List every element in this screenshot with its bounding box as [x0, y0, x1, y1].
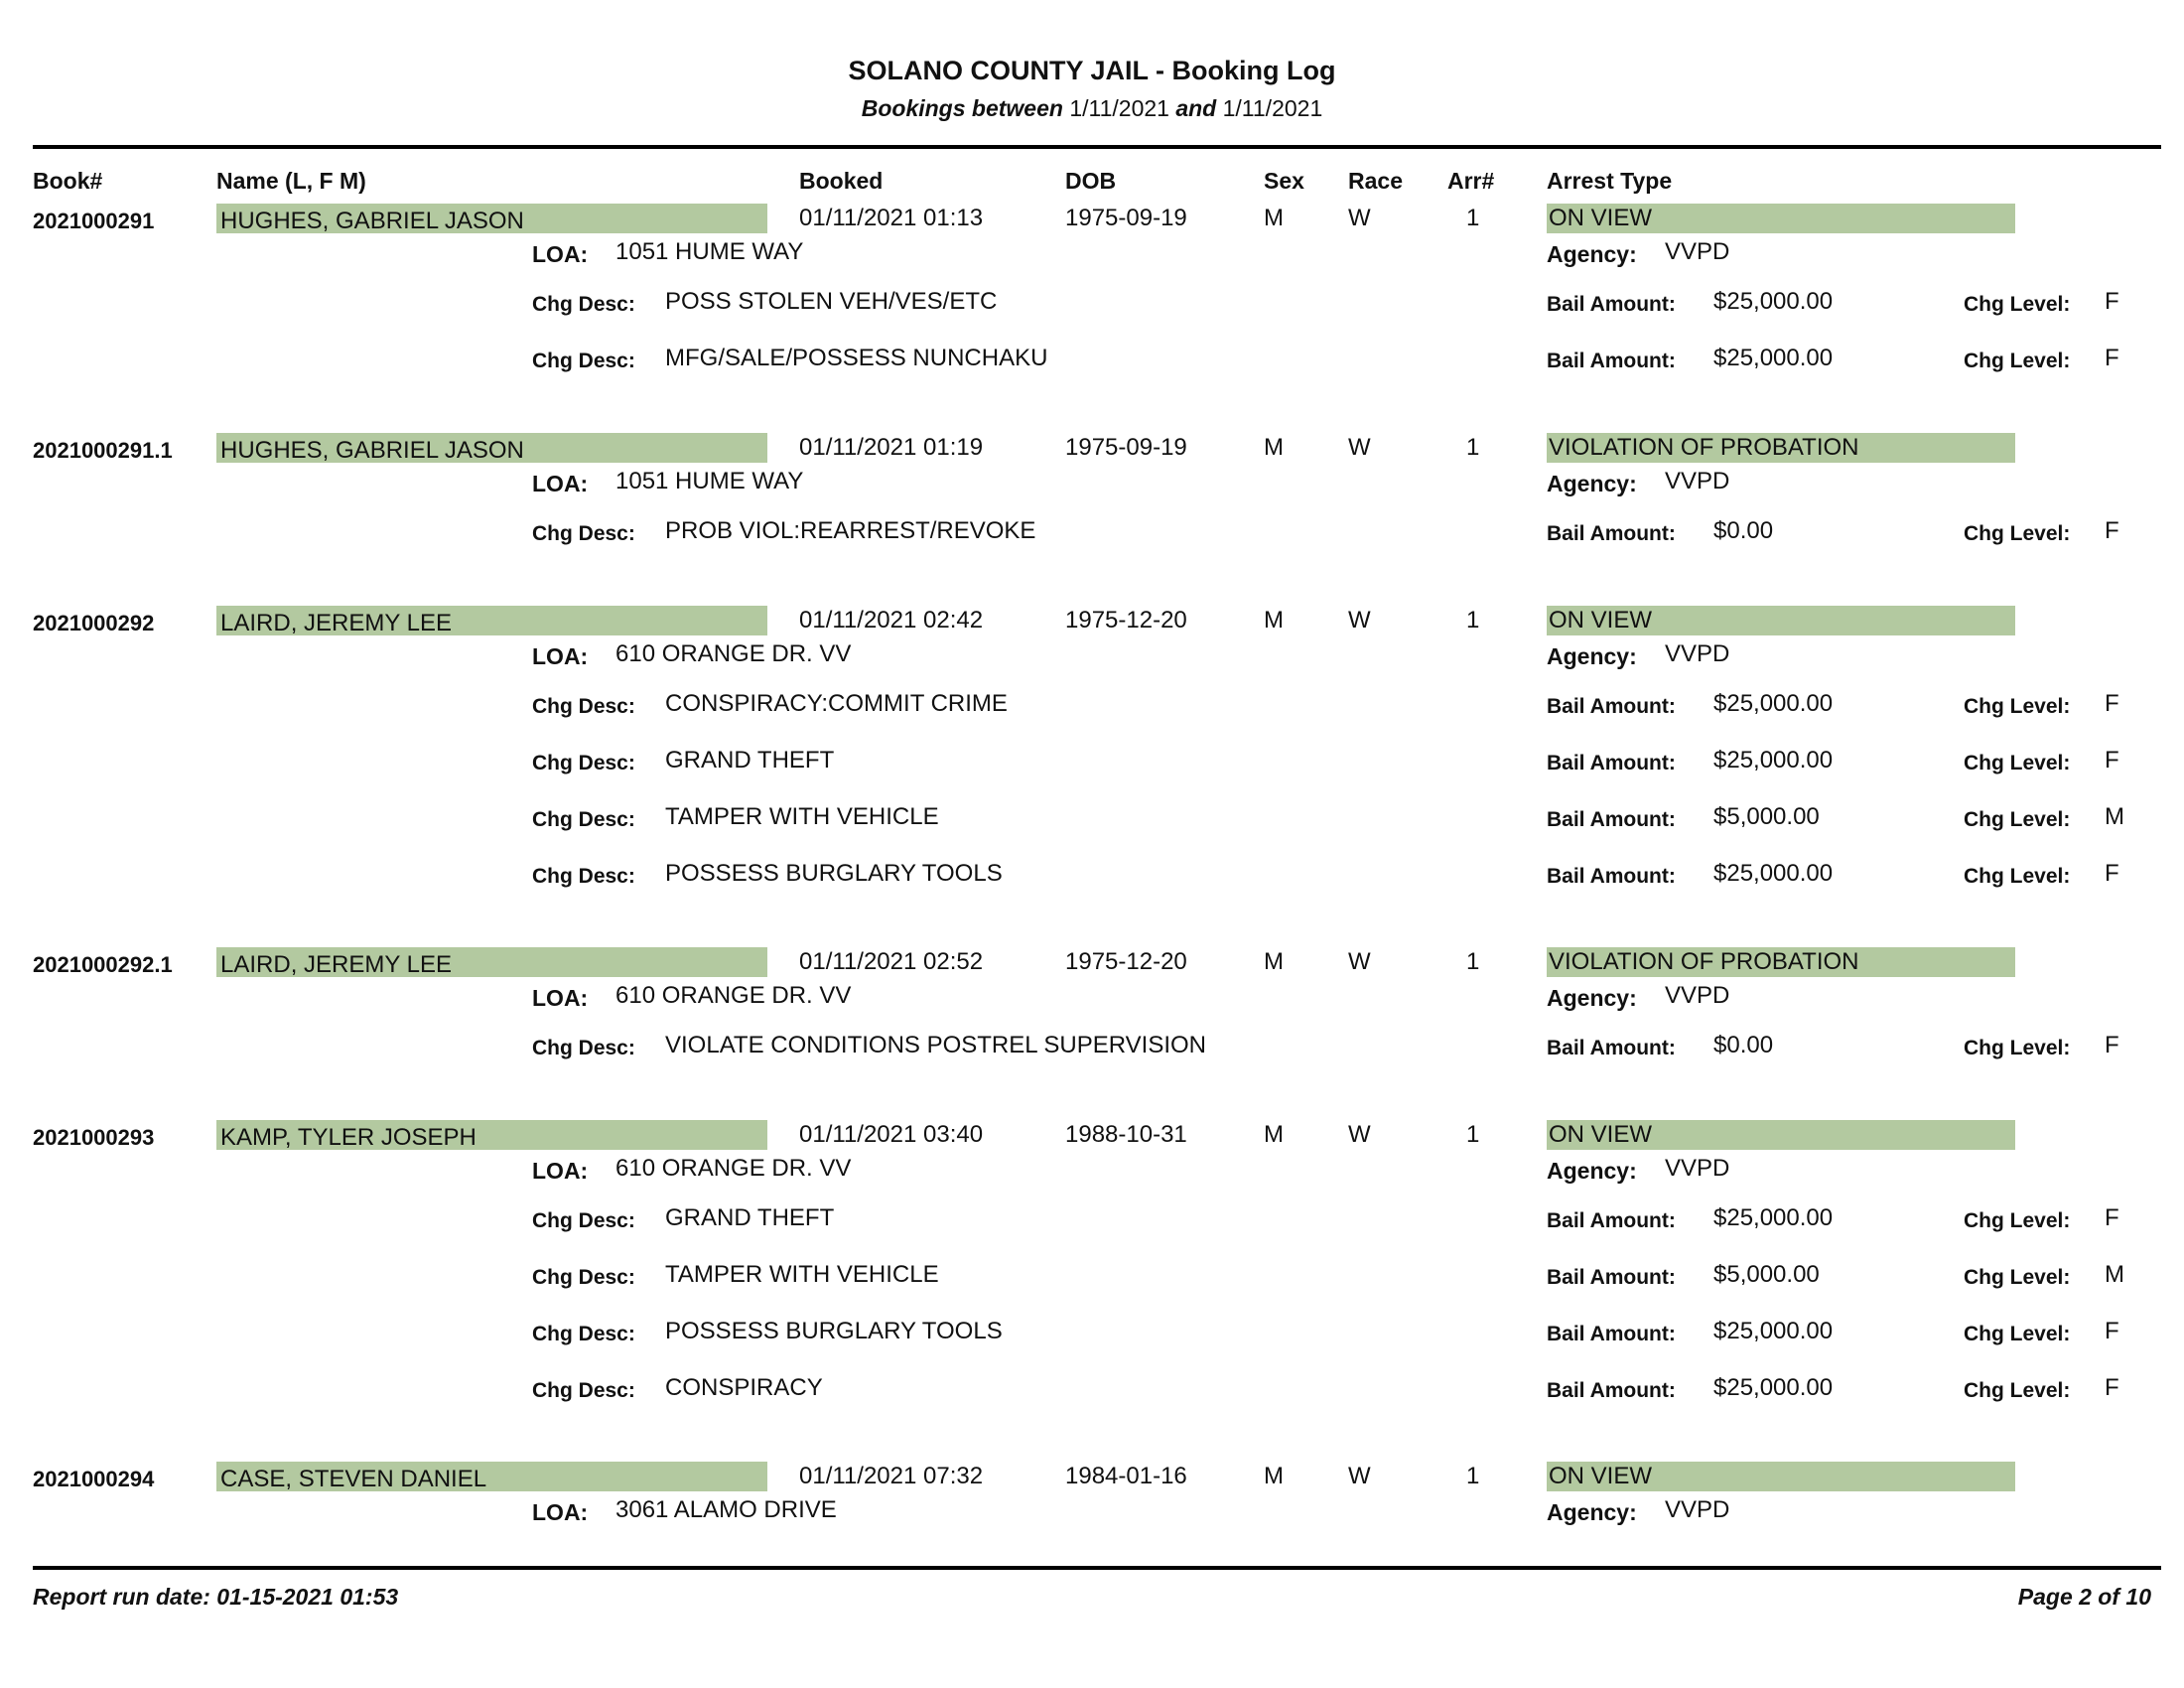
- loa-label: LOA:: [532, 643, 589, 669]
- loa-label: LOA:: [532, 1499, 589, 1525]
- charge-description: GRAND THEFT: [665, 1204, 835, 1231]
- col-arr: Arr#: [1447, 168, 1495, 194]
- chg-level-label: Chg Level:: [1964, 522, 2071, 545]
- charge-level: M: [2105, 1261, 2124, 1288]
- subtitle-and: and: [1175, 95, 1217, 121]
- agency-label: Agency:: [1547, 241, 1637, 267]
- bail-amount-label: Bail Amount:: [1547, 293, 1676, 316]
- chg-desc-label: Chg Desc:: [532, 1266, 635, 1289]
- inmate-name: LAIRD, JEREMY LEE: [216, 606, 767, 635]
- booked-datetime: 01/11/2021 07:32: [799, 1463, 984, 1489]
- chg-desc-label: Chg Desc:: [532, 293, 635, 316]
- charge-description: TAMPER WITH VEHICLE: [665, 803, 939, 830]
- loa-address: 610 ORANGE DR. VV: [615, 640, 852, 667]
- book-number: 2021000292.1: [33, 952, 173, 977]
- chg-level-label: Chg Level:: [1964, 293, 2071, 316]
- chg-desc-label: Chg Desc:: [532, 522, 635, 545]
- agency-label: Agency:: [1547, 1158, 1637, 1184]
- bail-amount-label: Bail Amount:: [1547, 1037, 1676, 1059]
- bail-amount: $25,000.00: [1713, 690, 1834, 717]
- bail-amount: $25,000.00: [1713, 860, 1834, 887]
- chg-desc-label: Chg Desc:: [532, 808, 635, 831]
- bail-amount-label: Bail Amount:: [1547, 808, 1676, 831]
- chg-level-label: Chg Level:: [1964, 350, 2071, 372]
- loa-label: LOA:: [532, 471, 589, 496]
- race: W: [1348, 607, 1371, 633]
- col-booked: Booked: [799, 168, 884, 194]
- bail-amount: $25,000.00: [1713, 288, 1834, 315]
- bail-amount-label: Bail Amount:: [1547, 752, 1676, 774]
- arrest-type: ON VIEW: [1547, 204, 2015, 233]
- charge-level: F: [2105, 690, 2119, 717]
- report-subtitle: [0, 95, 2184, 122]
- inmate-name: LAIRD, JEREMY LEE: [216, 947, 767, 977]
- agency-label: Agency:: [1547, 1499, 1637, 1525]
- charge-level: F: [2105, 860, 2119, 887]
- agency: VVPD: [1665, 1155, 1730, 1182]
- sex: M: [1264, 434, 1284, 461]
- charge-description: PROB VIOL:REARREST/REVOKE: [665, 517, 1036, 544]
- chg-desc-label: Chg Desc:: [532, 1379, 635, 1402]
- booked-datetime: 01/11/2021 02:42: [799, 607, 984, 633]
- bail-amount: $25,000.00: [1713, 1318, 1834, 1344]
- bail-amount-label: Bail Amount:: [1547, 865, 1676, 888]
- agency: VVPD: [1665, 640, 1730, 667]
- charge-level: F: [2105, 288, 2119, 315]
- charge-description: GRAND THEFT: [665, 747, 835, 774]
- sex: M: [1264, 948, 1284, 975]
- arrest-type: ON VIEW: [1547, 1120, 2015, 1150]
- agency-label: Agency:: [1547, 643, 1637, 669]
- page-number: Page 2 of 10: [2017, 1584, 2151, 1610]
- col-arrest-type: Arrest Type: [1547, 168, 1673, 194]
- charge-description: POSS STOLEN VEH/VES/ETC: [665, 288, 998, 315]
- chg-desc-label: Chg Desc:: [532, 695, 635, 718]
- bail-amount-label: Bail Amount:: [1547, 1266, 1676, 1289]
- charge-level: M: [2105, 803, 2124, 830]
- loa-label: LOA:: [532, 985, 589, 1011]
- dob: 1988-10-31: [1065, 1121, 1187, 1148]
- bail-amount: $25,000.00: [1713, 747, 1834, 774]
- loa-address: 1051 HUME WAY: [615, 238, 804, 265]
- charge-level: F: [2105, 1318, 2119, 1344]
- col-book: Book#: [33, 168, 103, 194]
- dob: 1975-12-20: [1065, 607, 1187, 633]
- arrest-type: VIOLATION OF PROBATION: [1547, 947, 2015, 977]
- book-number: 2021000291.1: [33, 438, 173, 463]
- loa-label: LOA:: [532, 1158, 589, 1184]
- chg-level-label: Chg Level:: [1964, 865, 2071, 888]
- chg-level-label: Chg Level:: [1964, 695, 2071, 718]
- header-rule: [33, 145, 2161, 149]
- sex: M: [1264, 1463, 1284, 1489]
- col-dob: DOB: [1065, 168, 1117, 194]
- agency: VVPD: [1665, 1496, 1730, 1523]
- col-name: Name (L, F M): [216, 168, 366, 194]
- agency-label: Agency:: [1547, 471, 1637, 496]
- loa-label: LOA:: [532, 241, 589, 267]
- arrest-number: 1: [1466, 948, 1480, 975]
- charge-level: F: [2105, 345, 2119, 371]
- bail-amount: $5,000.00: [1713, 803, 1820, 830]
- chg-desc-label: Chg Desc:: [532, 350, 635, 372]
- charge-level: F: [2105, 517, 2119, 544]
- charge-level: F: [2105, 1374, 2119, 1401]
- loa-address: 1051 HUME WAY: [615, 468, 804, 494]
- arrest-number: 1: [1466, 205, 1480, 231]
- report-run-date: Report run date: 01-15-2021 01:53: [33, 1584, 399, 1610]
- bail-amount: $25,000.00: [1713, 1374, 1834, 1401]
- charge-level: F: [2105, 1032, 2119, 1058]
- loa-address: 610 ORANGE DR. VV: [615, 1155, 852, 1182]
- bail-amount-label: Bail Amount:: [1547, 1209, 1676, 1232]
- chg-desc-label: Chg Desc:: [532, 752, 635, 774]
- date-to: 1/11/2021: [1222, 95, 1323, 121]
- chg-level-label: Chg Level:: [1964, 1323, 2071, 1345]
- date-from: 1/11/2021: [1069, 95, 1169, 121]
- footer-rule: [33, 1566, 2161, 1570]
- arrest-type: ON VIEW: [1547, 1462, 2015, 1491]
- bail-amount-label: Bail Amount:: [1547, 1379, 1676, 1402]
- sex: M: [1264, 607, 1284, 633]
- bail-amount-label: Bail Amount:: [1547, 1323, 1676, 1345]
- subtitle-prefix: Bookings between: [861, 95, 1063, 121]
- book-number: 2021000292: [33, 611, 155, 635]
- chg-level-label: Chg Level:: [1964, 1209, 2071, 1232]
- agency: VVPD: [1665, 468, 1730, 494]
- bail-amount-label: Bail Amount:: [1547, 522, 1676, 545]
- dob: 1975-09-19: [1065, 434, 1187, 461]
- chg-level-label: Chg Level:: [1964, 1379, 2071, 1402]
- charge-description: MFG/SALE/POSSESS NUNCHAKU: [665, 345, 1048, 371]
- chg-level-label: Chg Level:: [1964, 808, 2071, 831]
- col-sex: Sex: [1264, 168, 1304, 194]
- race: W: [1348, 1463, 1371, 1489]
- book-number: 2021000293: [33, 1125, 155, 1150]
- charge-description: POSSESS BURGLARY TOOLS: [665, 860, 1003, 887]
- inmate-name: HUGHES, GABRIEL JASON: [216, 433, 767, 463]
- agency-label: Agency:: [1547, 985, 1637, 1011]
- bail-amount: $0.00: [1713, 517, 1774, 544]
- dob: 1975-09-19: [1065, 205, 1187, 231]
- loa-address: 610 ORANGE DR. VV: [615, 982, 852, 1009]
- agency: VVPD: [1665, 238, 1730, 265]
- arrest-number: 1: [1466, 434, 1480, 461]
- chg-level-label: Chg Level:: [1964, 1037, 2071, 1059]
- bail-amount: $25,000.00: [1713, 1204, 1834, 1231]
- inmate-name: KAMP, TYLER JOSEPH: [216, 1120, 767, 1150]
- bail-amount-label: Bail Amount:: [1547, 350, 1676, 372]
- charge-description: VIOLATE CONDITIONS POSTREL SUPERVISION: [665, 1032, 1207, 1058]
- charge-description: TAMPER WITH VEHICLE: [665, 1261, 939, 1288]
- chg-desc-label: Chg Desc:: [532, 1209, 635, 1232]
- charge-description: CONSPIRACY: [665, 1374, 823, 1401]
- book-number: 2021000291: [33, 209, 155, 233]
- charge-description: POSSESS BURGLARY TOOLS: [665, 1318, 1003, 1344]
- bail-amount: $0.00: [1713, 1032, 1774, 1058]
- dob: 1975-12-20: [1065, 948, 1187, 975]
- chg-desc-label: Chg Desc:: [532, 865, 635, 888]
- chg-desc-label: Chg Desc:: [532, 1323, 635, 1345]
- bail-amount: $25,000.00: [1713, 345, 1834, 371]
- arrest-number: 1: [1466, 1463, 1480, 1489]
- race: W: [1348, 948, 1371, 975]
- race: W: [1348, 1121, 1371, 1148]
- booked-datetime: 01/11/2021 02:52: [799, 948, 984, 975]
- charge-description: CONSPIRACY:COMMIT CRIME: [665, 690, 1008, 717]
- booked-datetime: 01/11/2021 03:40: [799, 1121, 984, 1148]
- charge-level: F: [2105, 747, 2119, 774]
- loa-address: 3061 ALAMO DRIVE: [615, 1496, 837, 1523]
- chg-level-label: Chg Level:: [1964, 1266, 2071, 1289]
- book-number: 2021000294: [33, 1467, 155, 1491]
- arrest-number: 1: [1466, 1121, 1480, 1148]
- arrest-number: 1: [1466, 607, 1480, 633]
- report-title: SOLANO COUNTY JAIL - Booking Log: [848, 56, 1336, 85]
- dob: 1984-01-16: [1065, 1463, 1187, 1489]
- bail-amount-label: Bail Amount:: [1547, 695, 1676, 718]
- sex: M: [1264, 1121, 1284, 1148]
- race: W: [1348, 205, 1371, 231]
- arrest-type: ON VIEW: [1547, 606, 2015, 635]
- agency: VVPD: [1665, 982, 1730, 1009]
- arrest-type: VIOLATION OF PROBATION: [1547, 433, 2015, 463]
- col-race: Race: [1348, 168, 1403, 194]
- chg-level-label: Chg Level:: [1964, 752, 2071, 774]
- inmate-name: HUGHES, GABRIEL JASON: [216, 204, 767, 233]
- charge-level: F: [2105, 1204, 2119, 1231]
- chg-desc-label: Chg Desc:: [532, 1037, 635, 1059]
- booked-datetime: 01/11/2021 01:19: [799, 434, 984, 461]
- inmate-name: CASE, STEVEN DANIEL: [216, 1462, 767, 1491]
- bail-amount: $5,000.00: [1713, 1261, 1820, 1288]
- race: W: [1348, 434, 1371, 461]
- sex: M: [1264, 205, 1284, 231]
- booked-datetime: 01/11/2021 01:13: [799, 205, 984, 231]
